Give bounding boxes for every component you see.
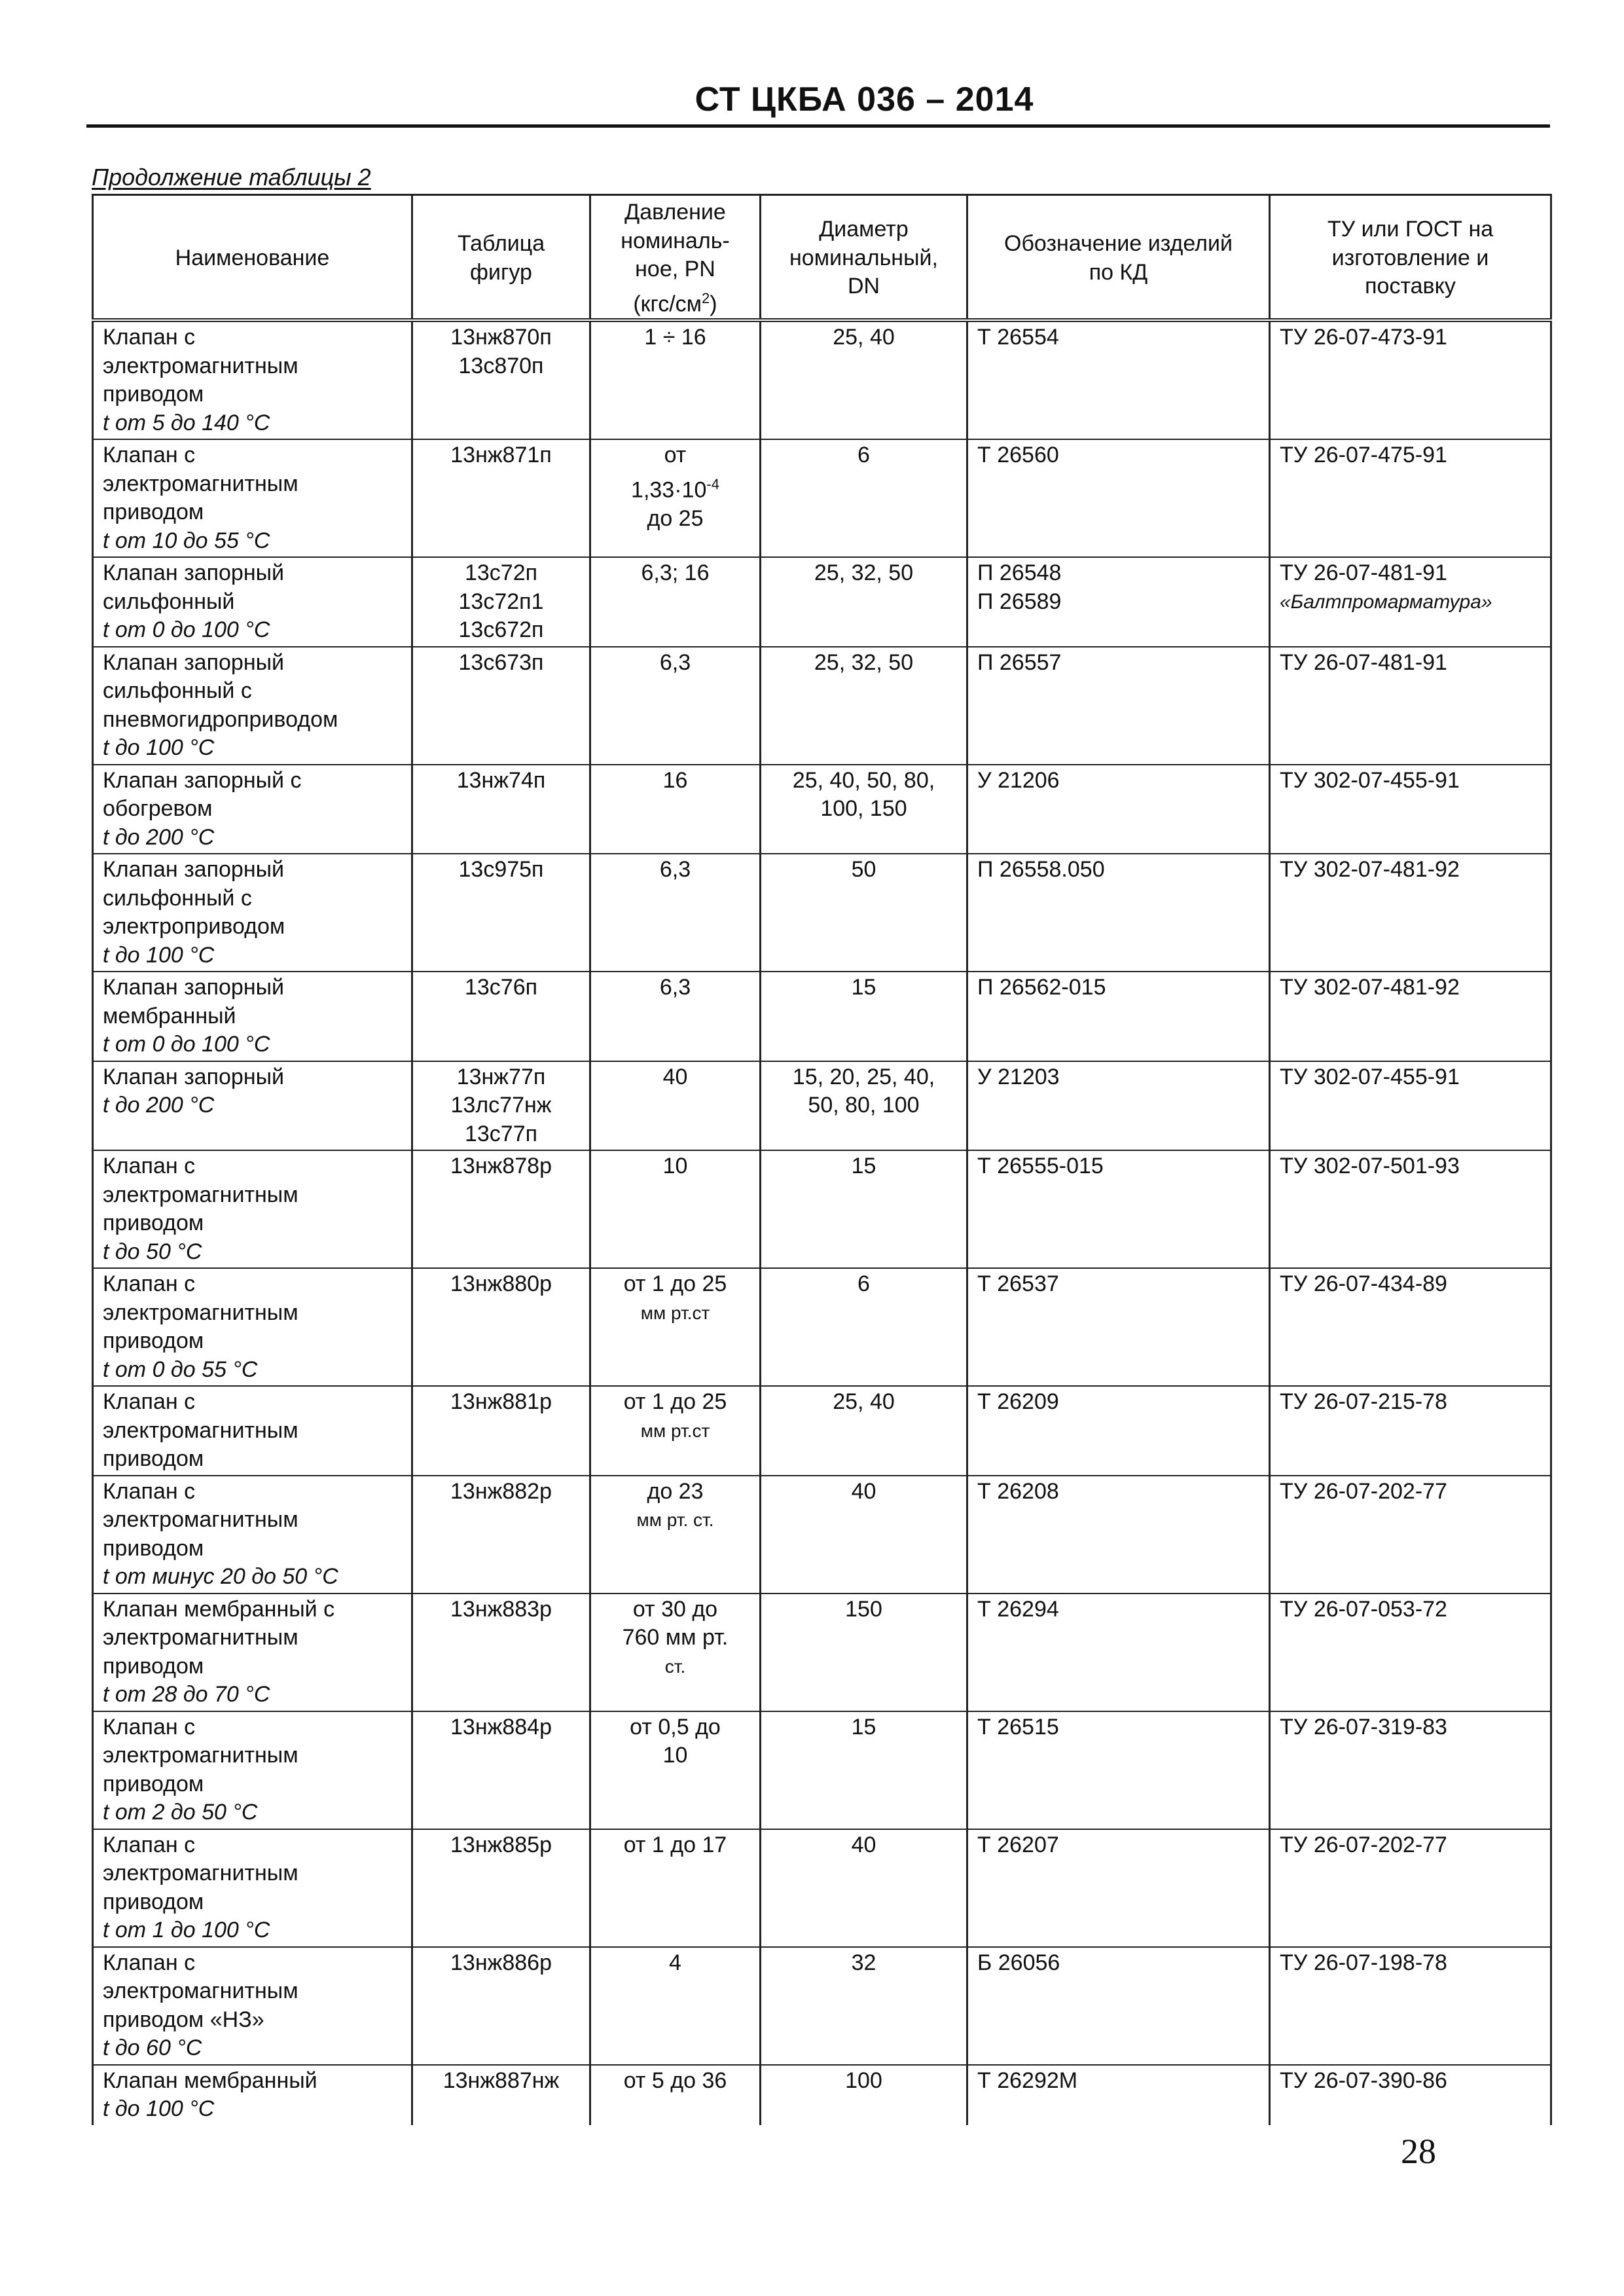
cell-diameter	[761, 557, 967, 647]
figure-table-line: 13нж887нж	[442, 2068, 560, 2093]
pressure-line: 10	[662, 1154, 688, 1179]
header-name: Наименование	[93, 195, 412, 321]
table-row	[93, 1061, 1551, 1151]
figure-table-line: 13нж870п	[450, 325, 552, 350]
cell-designation	[967, 1476, 1270, 1594]
figure-table-line: 13нж885р	[450, 1832, 552, 1857]
name-line: электромагнитным	[103, 1743, 298, 1768]
cell-pressure	[590, 1947, 761, 2065]
cell-diameter	[761, 972, 967, 1061]
tu-gost-line: ТУ 26-07-481-91	[1280, 649, 1447, 675]
name-line: электромагнитным	[103, 353, 298, 378]
table-row	[93, 765, 1551, 854]
cell-pressure	[590, 1829, 761, 1947]
header-diameter: Диаметр номинальный, DN	[761, 195, 967, 321]
title-rule	[86, 124, 1550, 128]
temperature-range: t от 1 до 100 °С	[103, 1918, 270, 1943]
table-row	[93, 972, 1551, 1061]
figure-table-line: 13нж881р	[450, 1389, 552, 1415]
cell-diameter	[761, 647, 967, 765]
pressure-line: 6,3	[659, 649, 691, 675]
figure-table-line: 13лс77нж	[450, 1093, 552, 1118]
designation-line: П 26562-015	[977, 975, 1106, 1000]
cell-name	[93, 647, 412, 765]
cell-figure-table	[412, 1268, 590, 1386]
cell-diameter	[761, 1150, 967, 1268]
diameter-line: 15	[851, 1154, 876, 1179]
tu-gost-line: ТУ 302-07-455-91	[1280, 767, 1460, 793]
cell-tu-gost	[1270, 1150, 1551, 1268]
diameter-line: 50, 80, 100	[808, 1093, 920, 1118]
table-row	[93, 439, 1551, 557]
table-row	[93, 557, 1551, 647]
header-tu-gost: ТУ или ГОСТ на изготовление и поставку	[1270, 195, 1551, 321]
designation-line: Т 26207	[977, 1832, 1059, 1857]
cell-tu-gost	[1270, 1711, 1551, 1829]
cell-pressure	[590, 765, 761, 854]
name-line: сильфонный	[103, 589, 235, 614]
figure-table-line: 13нж880р	[450, 1271, 552, 1297]
cell-pressure	[590, 320, 761, 439]
cell-pressure	[590, 439, 761, 557]
name-line: электромагнитным	[103, 1507, 298, 1533]
name-line: электромагнитным	[103, 1861, 298, 1886]
name-line: Клапан запорный с	[103, 767, 302, 793]
tu-gost-line: ТУ 26-07-198-78	[1280, 1950, 1447, 1975]
cell-name	[93, 854, 412, 972]
temperature-range: t до 60 °С	[103, 2035, 202, 2061]
cell-name	[93, 1594, 412, 1711]
table-row	[93, 1386, 1551, 1476]
name-line: приводом «НЗ»	[103, 2007, 264, 2032]
figure-table-line: 13с76п	[464, 975, 538, 1000]
designation-line: Т 26554	[977, 325, 1059, 350]
cell-designation	[967, 1268, 1270, 1386]
cell-name	[93, 320, 412, 439]
cell-designation	[967, 1150, 1270, 1268]
name-line: Клапан мембранный	[103, 2068, 317, 2093]
cell-designation	[967, 972, 1270, 1061]
name-line: Клапан с	[103, 1714, 196, 1740]
designation-line: Т 26537	[977, 1271, 1059, 1297]
table-row	[93, 854, 1551, 972]
name-line: Клапан с	[103, 1478, 196, 1504]
figure-table-line: 13нж886р	[450, 1950, 552, 1975]
figure-table-line: 13с672п	[458, 617, 544, 643]
tu-gost-line: ТУ 26-07-390-86	[1280, 2068, 1447, 2093]
cell-pressure	[590, 972, 761, 1061]
tu-gost-line: ТУ 26-07-202-77	[1280, 1478, 1447, 1504]
name-line: Клапан запорный	[103, 560, 285, 586]
name-line: мембранный	[103, 1003, 236, 1029]
cell-tu-gost	[1270, 1268, 1551, 1386]
pressure-line: от 1 до 25	[623, 1271, 727, 1297]
diameter-line: 25, 32, 50	[814, 649, 914, 675]
cell-tu-gost	[1270, 1386, 1551, 1476]
name-line: Клапан с	[103, 1832, 196, 1857]
pressure-line: от 1 до 17	[623, 1832, 727, 1857]
table-caption: Продолжение таблицы 2	[92, 164, 371, 191]
diameter-line: 6	[857, 443, 870, 468]
tu-gost-line: ТУ 302-07-481-92	[1280, 857, 1460, 883]
designation-line: Б 26056	[977, 1950, 1060, 1975]
cell-diameter	[761, 1268, 967, 1386]
cell-figure-table	[412, 1711, 590, 1829]
designation-line: Т 26292М	[977, 2068, 1078, 2093]
cell-designation	[967, 557, 1270, 647]
designation-line: Т 26555-015	[977, 1154, 1104, 1179]
pressure-mantissa: 1,33·10	[631, 477, 707, 503]
temperature-range: t до 100 °С	[103, 2096, 215, 2122]
table-row	[93, 1711, 1551, 1829]
cell-diameter	[761, 765, 967, 854]
cell-figure-table	[412, 972, 590, 1061]
cell-diameter	[761, 439, 967, 557]
temperature-range: t от 5 до 140 °С	[103, 410, 270, 435]
cell-pressure	[590, 1150, 761, 1268]
name-line: сильфонный с	[103, 885, 252, 911]
cell-name	[93, 1268, 412, 1386]
name-line: электромагнитным	[103, 1300, 298, 1325]
name-line: приводом	[103, 1211, 204, 1236]
name-line: электромагнитным	[103, 1417, 298, 1443]
designation-line: Т 26209	[977, 1389, 1059, 1415]
temperature-range: t от 2 до 50 °С	[103, 1800, 258, 1825]
table-row	[93, 1476, 1551, 1594]
cell-name	[93, 1150, 412, 1268]
figure-table-line: 13с77п	[464, 1121, 538, 1146]
pressure-line: мм рт.ст	[640, 1302, 710, 1323]
cell-designation	[967, 1594, 1270, 1711]
cell-designation	[967, 1947, 1270, 2065]
temperature-range: t от 0 до 100 °С	[103, 1032, 270, 1057]
designation-line: Т 26208	[977, 1478, 1059, 1504]
tu-gost-line: ТУ 26-07-202-77	[1280, 1832, 1447, 1857]
pressure-line: от	[664, 443, 687, 468]
header-designation: Обозначение изделий по КД	[967, 195, 1270, 321]
name-line: электромагнитным	[103, 1182, 298, 1207]
cell-pressure	[590, 1711, 761, 1829]
cell-name	[93, 1947, 412, 2065]
diameter-line: 40	[851, 1832, 876, 1857]
tu-gost-line: ТУ 26-07-473-91	[1280, 325, 1447, 350]
table-header-row	[93, 195, 1551, 321]
document-title: СТ ЦКБА 036 – 2014	[695, 81, 1034, 118]
cell-pressure	[590, 854, 761, 972]
cell-tu-gost	[1270, 1061, 1551, 1151]
cell-designation	[967, 1829, 1270, 1947]
cell-tu-gost	[1270, 1829, 1551, 1947]
diameter-line: 25, 32, 50	[814, 560, 914, 586]
figure-table-line: 13нж882р	[450, 1478, 552, 1504]
designation-line: У 21206	[977, 767, 1060, 793]
pressure-line: 6,3	[659, 975, 691, 1000]
tu-gost-line: «Балтпромарматура»	[1280, 591, 1492, 613]
diameter-line: 15	[851, 975, 876, 1000]
cell-diameter	[761, 2065, 967, 2125]
cell-figure-table	[412, 1476, 590, 1594]
tu-gost-line: ТУ 26-07-475-91	[1280, 443, 1447, 468]
name-line: Клапан запорный	[103, 975, 285, 1000]
cell-tu-gost	[1270, 647, 1551, 765]
name-line: сильфонный с	[103, 678, 252, 704]
pressure-line: 1 ÷ 16	[644, 325, 706, 350]
cell-name	[93, 1061, 412, 1151]
pressure-line: 16	[662, 767, 688, 793]
temperature-range: t от 28 до 70 °С	[103, 1682, 270, 1707]
cell-tu-gost	[1270, 557, 1551, 647]
cell-diameter	[761, 1947, 967, 2065]
table-row	[93, 647, 1551, 765]
name-line: Клапан с	[103, 1271, 196, 1297]
tu-gost-line: ТУ 26-07-215-78	[1280, 1389, 1447, 1415]
cell-figure-table	[412, 1947, 590, 2065]
cell-figure-table	[412, 557, 590, 647]
temperature-range: t от 10 до 55 °С	[103, 528, 270, 553]
cell-designation	[967, 1386, 1270, 1476]
table-row	[93, 1947, 1551, 2065]
pressure-line: от 0,5 до	[630, 1714, 721, 1740]
figure-table-line: 13нж74п	[456, 767, 546, 793]
figure-table-line: 13с72п	[464, 560, 538, 586]
diameter-line: 25, 40, 50, 80,	[792, 767, 935, 793]
pressure-line: от 5 до 36	[623, 2068, 727, 2093]
cell-tu-gost	[1270, 854, 1551, 972]
name-line: Клапан с	[103, 325, 196, 350]
cell-figure-table	[412, 1594, 590, 1711]
cell-tu-gost	[1270, 765, 1551, 854]
tu-gost-line: ТУ 302-07-455-91	[1280, 1064, 1460, 1089]
temperature-range: t до 100 °С	[103, 942, 215, 968]
temperature-range: t до 50 °С	[103, 1239, 202, 1264]
tu-gost-line: ТУ 302-07-481-92	[1280, 975, 1460, 1000]
tu-gost-line: ТУ 26-07-319-83	[1280, 1714, 1447, 1740]
cell-designation	[967, 439, 1270, 557]
table-row	[93, 1268, 1551, 1386]
cell-tu-gost	[1270, 2065, 1551, 2125]
header-pressure: Давление номиналь- ное, PN $(кгс/см^2)$	[590, 195, 761, 321]
temperature-range: t до 200 °С	[103, 1093, 215, 1118]
figure-table-line: 13нж77п	[456, 1064, 546, 1089]
cell-figure-table	[412, 1150, 590, 1268]
pressure-line: 6,3; 16	[641, 560, 710, 586]
cell-diameter	[761, 320, 967, 439]
valve-table	[92, 194, 1552, 2125]
cell-designation	[967, 854, 1270, 972]
name-line: Клапан с	[103, 443, 196, 468]
cell-diameter	[761, 1061, 967, 1151]
cell-diameter	[761, 1476, 967, 1594]
cell-pressure	[590, 1594, 761, 1711]
name-line: Клапан с	[103, 1154, 196, 1179]
name-line: пневмогидроприводом	[103, 706, 338, 732]
temperature-range: t до 200 °С	[103, 824, 215, 850]
name-line: Клапан запорный	[103, 857, 285, 883]
cell-designation	[967, 1711, 1270, 1829]
name-line: приводом	[103, 500, 204, 525]
cell-pressure	[590, 1268, 761, 1386]
cell-tu-gost	[1270, 320, 1551, 439]
pressure-line: 6,3	[659, 857, 691, 883]
designation-line: П 26548	[977, 560, 1062, 586]
name-line: Клапан мембранный с	[103, 1596, 335, 1622]
name-line: электроприводом	[103, 914, 285, 939]
name-line: электромагнитным	[103, 1978, 298, 2004]
cell-name	[93, 765, 412, 854]
cell-tu-gost	[1270, 1594, 1551, 1711]
temperature-range: t до 100 °С	[103, 735, 215, 761]
diameter-line: 50	[851, 857, 876, 883]
figure-table-line: 13нж883р	[450, 1596, 552, 1622]
cell-pressure	[590, 1476, 761, 1594]
tu-gost-line: ТУ 26-07-481-91	[1280, 560, 1447, 586]
figure-table-line: 13с673п	[458, 649, 544, 675]
pressure-line: до 23	[647, 1478, 704, 1504]
name-line: приводом	[103, 1328, 204, 1354]
figure-table-line: 13с975п	[458, 857, 544, 883]
diameter-line: 40	[851, 1478, 876, 1504]
diameter-line: 15	[851, 1714, 876, 1740]
pressure-line: мм рт. ст.	[636, 1510, 714, 1531]
cell-figure-table	[412, 765, 590, 854]
table-row	[93, 1829, 1551, 1947]
diameter-line: 15, 20, 25, 40,	[792, 1064, 935, 1089]
cell-figure-table	[412, 647, 590, 765]
designation-line: Т 26294	[977, 1596, 1059, 1622]
name-line: приводом	[103, 1771, 204, 1796]
name-line: электромагнитным	[103, 471, 298, 496]
pressure-line	[600, 470, 750, 505]
cell-name	[93, 1711, 412, 1829]
cell-name	[93, 1829, 412, 1947]
pressure-line: 10	[662, 1743, 688, 1768]
diameter-line: 25, 40	[833, 325, 895, 350]
cell-figure-table	[412, 1061, 590, 1151]
figure-table-line: 13нж871п	[450, 443, 552, 468]
pressure-line: 40	[662, 1064, 688, 1089]
cell-designation	[967, 647, 1270, 765]
cell-figure-table	[412, 1829, 590, 1947]
designation-line: Т 26515	[977, 1714, 1059, 1740]
figure-table-line: 13нж878р	[450, 1154, 552, 1179]
diameter-line: 25, 40	[833, 1389, 895, 1415]
name-line: Клапан с	[103, 1950, 196, 1975]
diameter-line: 100, 150	[820, 796, 907, 822]
designation-line: У 21203	[977, 1064, 1060, 1089]
cell-figure-table	[412, 854, 590, 972]
designation-line: Т 26560	[977, 443, 1059, 468]
cell-designation	[967, 1061, 1270, 1151]
pressure-line: от 1 до 25	[623, 1389, 727, 1415]
cell-pressure	[590, 2065, 761, 2125]
temperature-range: t от 0 до 55 °С	[103, 1357, 258, 1382]
tu-gost-line: ТУ 26-07-053-72	[1280, 1596, 1447, 1622]
cell-name	[93, 439, 412, 557]
diameter-line: 100	[845, 2068, 882, 2093]
cell-tu-gost	[1270, 1476, 1551, 1594]
cell-name	[93, 557, 412, 647]
cell-figure-table	[412, 439, 590, 557]
cell-tu-gost	[1270, 1947, 1551, 2065]
cell-pressure	[590, 647, 761, 765]
cell-diameter	[761, 1829, 967, 1947]
cell-name	[93, 2065, 412, 2125]
table-row	[93, 320, 1551, 439]
name-line: приводом	[103, 1653, 204, 1679]
page-number: 28	[1401, 2132, 1436, 2171]
table-row	[93, 2065, 1551, 2125]
temperature-range: t от 0 до 100 °С	[103, 617, 270, 643]
cell-designation	[967, 2065, 1270, 2125]
diameter-line: 32	[851, 1950, 876, 1975]
pressure-line: от 30 до	[632, 1596, 718, 1622]
table-container	[92, 194, 1550, 2125]
name-line: электромагнитным	[103, 1625, 298, 1650]
cell-name	[93, 972, 412, 1061]
cell-pressure	[590, 557, 761, 647]
pressure-line: ст.	[664, 1656, 686, 1677]
name-line: Клапан запорный	[103, 1064, 285, 1089]
table-body	[93, 320, 1551, 2125]
pressure-line: 760 мм рт.	[622, 1625, 729, 1650]
figure-table-line: 13нж884р	[450, 1714, 552, 1740]
tu-gost-line: ТУ 26-07-434-89	[1280, 1271, 1447, 1297]
cell-diameter	[761, 1711, 967, 1829]
cell-designation	[967, 765, 1270, 854]
cell-figure-table	[412, 320, 590, 439]
table-row	[93, 1150, 1551, 1268]
designation-line: П 26557	[977, 649, 1062, 675]
cell-diameter	[761, 854, 967, 972]
cell-designation	[967, 320, 1270, 439]
name-line: обогревом	[103, 796, 213, 822]
figure-table-line: 13с870п	[458, 353, 544, 378]
name-line: приводом	[103, 1889, 204, 1914]
figure-table-line: 13с72п1	[458, 589, 544, 614]
table-row	[93, 1594, 1551, 1711]
name-line: приводом	[103, 382, 204, 407]
diameter-line: 6	[857, 1271, 870, 1297]
cell-name	[93, 1386, 412, 1476]
cell-figure-table	[412, 1386, 590, 1476]
cell-name	[93, 1476, 412, 1594]
pressure-line: 4	[669, 1950, 681, 1975]
cell-diameter	[761, 1386, 967, 1476]
cell-tu-gost	[1270, 439, 1551, 557]
cell-pressure	[590, 1386, 761, 1476]
diameter-line: 150	[845, 1596, 882, 1622]
designation-line: П 26589	[977, 589, 1062, 614]
temperature-range: t от минус 20 до 50 °С	[103, 1564, 338, 1590]
name-line: приводом	[103, 1446, 204, 1472]
pressure-line: мм рт.ст	[640, 1420, 710, 1441]
cell-figure-table	[412, 2065, 590, 2125]
header-figure-table: Таблица фигур	[412, 195, 590, 321]
cell-pressure	[590, 1061, 761, 1151]
name-line: приводом	[103, 1535, 204, 1561]
pressure-exponent: -4	[706, 475, 719, 492]
designation-line: П 26558.050	[977, 857, 1105, 883]
name-line: Клапан с	[103, 1389, 196, 1415]
name-line: Клапан запорный	[103, 649, 285, 675]
tu-gost-line: ТУ 302-07-501-93	[1280, 1154, 1460, 1179]
cell-diameter	[761, 1594, 967, 1711]
cell-tu-gost	[1270, 972, 1551, 1061]
pressure-line: до 25	[647, 505, 704, 531]
